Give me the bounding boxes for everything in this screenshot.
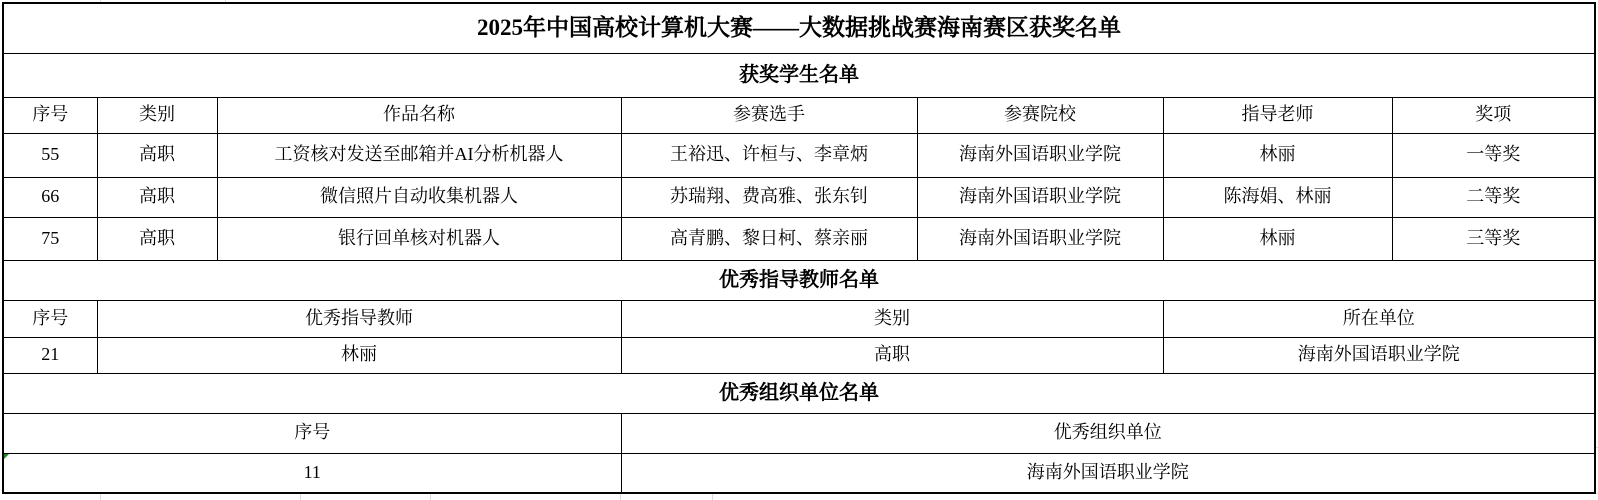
cell-org-name[interactable]: 海南外国语职业学院	[621, 453, 1595, 493]
section-title-advisors[interactable]: 优秀指导教师名单	[3, 260, 1595, 300]
cell-prize[interactable]: 一等奖	[1392, 133, 1595, 177]
worksheet-gridline	[300, 493, 301, 500]
cell-school[interactable]: 海南外国语职业学院	[917, 133, 1163, 177]
cell-category[interactable]: 高职	[97, 217, 217, 260]
table-row	[3, 300, 1595, 337]
table-row	[3, 413, 1595, 453]
cell-contestants[interactable]: 苏瑞翔、费高雅、张东钊	[621, 177, 917, 217]
cell-seq[interactable]	[3, 453, 621, 493]
col-header-seq[interactable]: 序号	[3, 300, 97, 337]
cell-contestants[interactable]: 王裕迅、许桓与、李章炳	[621, 133, 917, 177]
worksheet-gridline	[620, 493, 621, 500]
table-row	[3, 53, 1595, 97]
table-row	[3, 337, 1595, 373]
awards-table	[2, 2, 1596, 494]
cell-school[interactable]: 海南外国语职业学院	[917, 177, 1163, 217]
cell-school[interactable]: 海南外国语职业学院	[917, 217, 1163, 260]
col-header-prize[interactable]: 奖项	[1392, 97, 1595, 133]
col-header-work-title[interactable]: 作品名称	[217, 97, 621, 133]
col-header-seq[interactable]: 序号	[3, 413, 621, 453]
table-row	[3, 177, 1595, 217]
cell-seq-value: 11	[303, 461, 321, 482]
col-header-category[interactable]: 类别	[621, 300, 1163, 337]
page-title[interactable]: 2025年中国高校计算机大赛——大数据挑战赛海南赛区获奖名单	[3, 3, 1595, 53]
cell-category[interactable]: 高职	[621, 337, 1163, 373]
cell-contestants[interactable]: 高青鹏、黎日柯、蔡亲丽	[621, 217, 917, 260]
worksheet-gridline	[430, 493, 431, 500]
col-header-school[interactable]: 参赛院校	[917, 97, 1163, 133]
cell-work-title[interactable]: 微信照片自动收集机器人	[217, 177, 621, 217]
cell-category[interactable]: 高职	[97, 133, 217, 177]
cell-prize[interactable]: 二等奖	[1392, 177, 1595, 217]
cell-advisor[interactable]: 林丽	[1163, 217, 1392, 260]
col-header-advisor[interactable]: 指导老师	[1163, 97, 1392, 133]
cell-work-unit[interactable]: 海南外国语职业学院	[1163, 337, 1595, 373]
table-row	[3, 133, 1595, 177]
cell-advisor[interactable]: 陈海娟、林丽	[1163, 177, 1392, 217]
cell-advisor-name[interactable]: 林丽	[97, 337, 621, 373]
worksheet-gridline	[100, 493, 101, 500]
col-header-seq[interactable]: 序号	[3, 97, 97, 133]
col-header-org-name[interactable]: 优秀组织单位	[621, 413, 1595, 453]
cell-seq[interactable]: 55	[3, 133, 97, 177]
col-header-advisor-name[interactable]: 优秀指导教师	[97, 300, 621, 337]
cell-work-title[interactable]: 工资核对发送至邮箱并AI分析机器人	[217, 133, 621, 177]
cell-advisor[interactable]: 林丽	[1163, 133, 1392, 177]
worksheet-gridline	[712, 493, 713, 500]
section-title-organizations[interactable]: 优秀组织单位名单	[3, 373, 1595, 413]
cell-prize[interactable]: 三等奖	[1392, 217, 1595, 260]
table-row	[3, 453, 1595, 493]
table-row	[3, 97, 1595, 133]
col-header-work-unit[interactable]: 所在单位	[1163, 300, 1595, 337]
table-row	[3, 373, 1595, 413]
cell-seq[interactable]: 66	[3, 177, 97, 217]
cell-seq[interactable]: 21	[3, 337, 97, 373]
col-header-category[interactable]: 类别	[97, 97, 217, 133]
number-as-text-flag-icon	[4, 454, 9, 459]
section-title-students[interactable]: 获奖学生名单	[3, 53, 1595, 97]
cell-seq[interactable]: 75	[3, 217, 97, 260]
cell-category[interactable]: 高职	[97, 177, 217, 217]
table-row	[3, 260, 1595, 300]
col-header-contestants[interactable]: 参赛选手	[621, 97, 917, 133]
table-row	[3, 217, 1595, 260]
cell-work-title[interactable]: 银行回单核对机器人	[217, 217, 621, 260]
table-row	[3, 3, 1595, 53]
